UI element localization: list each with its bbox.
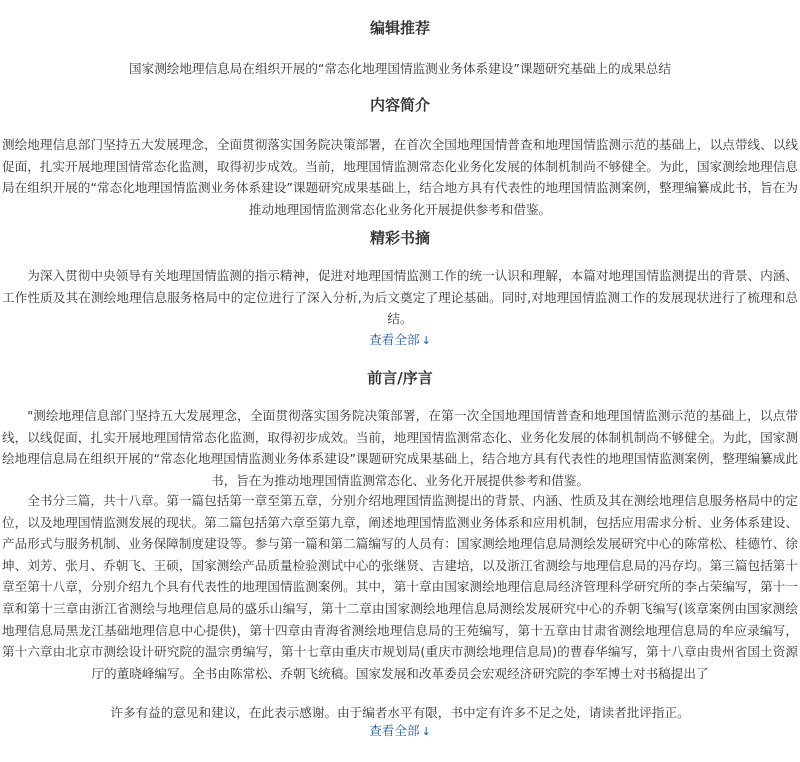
arrow-down-icon: ↓ <box>421 334 431 347</box>
preface-paragraph-1: "测绘地理信息部门坚持五大发展理念，全面贯彻落实国务院决策部署，在第一次全国地理国情普查和地理国情监测示范的基础上，以点带线，以线促面，扎实开展地理国情常态化监测，取得初步成效。当前，地理国情监测常态化、业务化发展的体制机制尚不够健全。为此，国家测绘地理信息局在组织开展的“常态化地理国情监测业务体系建设”课题研究成果基础上，结合地方具有代表性的地理国情监测案例，整理编纂成此书，旨在为推动地理国情监测常态化、业务化开展提供参考和借鉴。 <box>2 408 798 488</box>
intro-title: 内容简介 <box>369 96 430 114</box>
view-all-label: 查看全部 <box>369 332 420 347</box>
excerpt-title: 精彩书摘 <box>369 229 430 247</box>
editor-recommend-text: 国家测绘地理信息局在组织开展的“常态化地理国情监测业务体系建设”课题研究基础上的成果总结 <box>129 61 671 76</box>
excerpt-text: 为深入贯彻中央领导有关地理国情监测的指示精神，促进对地理国情监测工作的统一认识和理解，本篇对地理国情监测提出的背景、内涵、工作性质及其在测绘地理信息服务格局中的定位进行了深入分析,为后文奠定了理论基础。同时,对地理国情监测工作的发展现状进行了梳理和总结。 <box>2 268 798 327</box>
excerpt-view-all-link[interactable] <box>0 330 800 351</box>
arrow-down-icon: ↓ <box>421 725 431 738</box>
intro-text: 测绘地理信息部门坚持五大发展理念，全面贯彻落实国务院决策部署，在首次全国地理国情普查和地理国情监测示范的基础上，以点带线、以线促面，扎实开展地理国情常态化监测，取得初步成效。当前，地理国情监测常态化业务化发展的体制机制尚不够健全。为此，国家测绘地理信息局在组织开展的“常态化地理国情监测业务体系建设”课题研究成果基础上，结合地方具有代表性的地理国情监测案例，整理编纂成此书，旨在为推动地理国情监测常态化业务化开展提供参考和借鉴。 <box>2 137 798 217</box>
view-all-label: 查看全部 <box>369 723 420 738</box>
preface-paragraph-3: 许多有益的意见和建议，在此表示感谢。由于编者水平有限，书中定有许多不足之处，请读者批评指正。 <box>110 705 690 720</box>
preface-paragraph-2: 全书分三篇，共十八章。第一篇包括第一章至第五章，分别介绍地理国情监测提出的背景、内涵、性质及其在测绘地理信息服务格局中的定位，以及地理国情监测发展的现状。第二篇包括第六章至第九章，阐述地理国情监测业务体系和应用机制，包括应用需求分析、业务体系建设、产品形式与服务机制、业务保障制度建设等。参与第一篇和第二篇编写的人员有：国家测绘地理信息局测绘发展研究中心的陈常松、桂德竹、徐坤、刘芳、张月、乔朝飞、王硕，国家测绘产品质量检验测试中心的张继贤、吉建培，以及浙江省测绘与地理信息局的冯存均。第三篇包括第十章至第十八章，分别介绍九个具有代表性的地理国情监测案例。其中，第十章由国家测绘地理信息局经济管理科学研究所的李占荣编写，第十一章和第十三章由浙江省测绘与地理信息局的盛乐山编写，第十二章由国家测绘地理信息局测绘发展研究中心的乔朝飞编写(该章案例由国家测绘地理信息局黑龙江基础地理信息中心提供)，第十四章由青海省测绘地理信息局的王苑编写，第十五章由甘肃省测绘地理信息局的牟应录编写，第十六章由北京市测绘设计研究院的温宗勇编写，第十七章由重庆市规划局(重庆市测绘地理信息局)的曹春华编写，第十八章由贵州省国土资源厅的董晓峰编写。全书由陈常松、乔朝飞统稿。国家发展和改革委员会宏观经济研究院的李军博士对书稿提出了 <box>2 493 798 681</box>
preface-view-all-link[interactable] <box>0 721 800 742</box>
editor-recommend-title: 编辑推荐 <box>369 19 430 37</box>
preface-title: 前言/序言 <box>367 369 433 387</box>
